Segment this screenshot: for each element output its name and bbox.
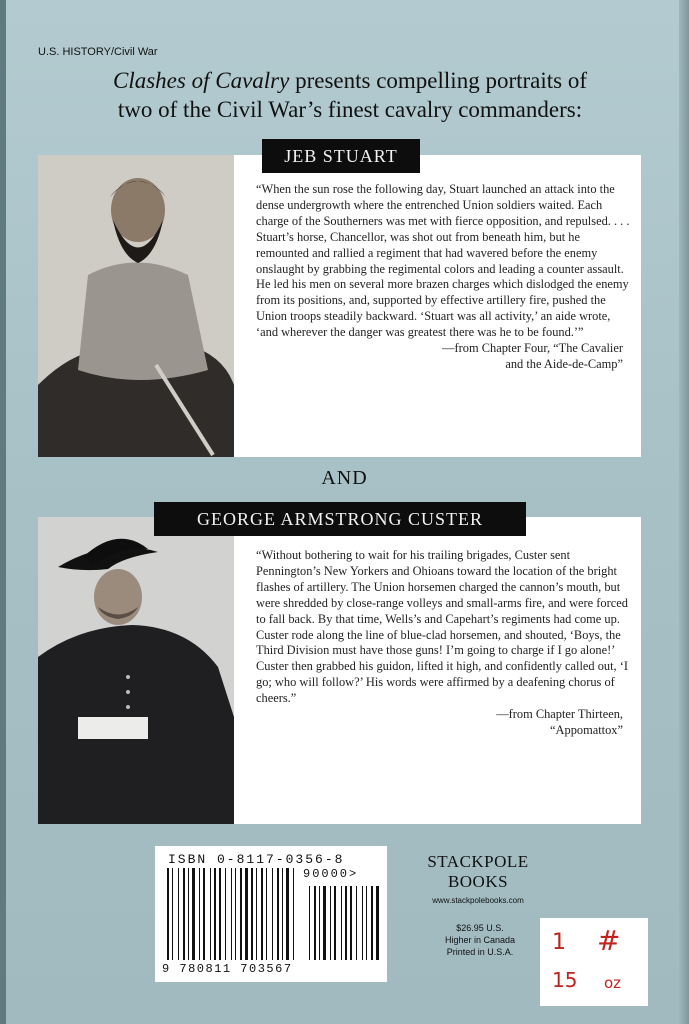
barcode-bar bbox=[225, 868, 226, 960]
barcode-bar bbox=[199, 868, 200, 960]
cover-right-edge bbox=[679, 0, 689, 1024]
cover-spine-edge bbox=[0, 0, 6, 1024]
publisher-line2: BOOKS bbox=[447, 872, 509, 891]
isbn-number: ISBN 0-8117-0356-8 bbox=[168, 852, 345, 867]
publisher-website: www.stackpolebooks.com bbox=[432, 896, 524, 905]
sticker-note-hash: # bbox=[597, 924, 621, 957]
custer-quote-text: “Without bothering to wait for his trailing brigades, Custer sent Pennington’s New Yorkers and Ohioans toward the location of the bright flashes of artillery. The Union horsemen charged the cannon’s mouth, but were shredded by close-range volleys and small-arms fire, and were forced to fall back. By that time, Wells’s and Capehart’s regiments had come up. Custer rode along the line of blue-clad horsemen, and shouted, ‘Boys, the Third Division must have those guns! I’m going to charge if I go alone!’ Custer then grabbed his guidon, lifted it high, and confidently called out, ‘I go; who will follow?’ His words were affirmed by a deafening chorus of cheers.” bbox=[256, 548, 628, 706]
price-canada: Higher in Canada bbox=[444, 935, 516, 945]
intro-blurb bbox=[60, 66, 640, 124]
intro-line2: two of the Civil War’s finest cavalry commanders: bbox=[117, 97, 583, 122]
and-divider: AND bbox=[321, 467, 368, 489]
barcode-bar bbox=[251, 868, 253, 960]
barcode-addon-bar bbox=[314, 886, 316, 960]
sticker-note-oz: oz bbox=[604, 974, 622, 992]
barcode-addon-bar bbox=[323, 886, 326, 960]
barcode-bar bbox=[214, 868, 216, 960]
barcode-addon-bar bbox=[350, 886, 352, 960]
sticker-note-1: 1 bbox=[552, 930, 566, 955]
barcode-addon-bar bbox=[345, 886, 347, 960]
barcode-bar bbox=[266, 868, 267, 960]
stuart-portrait-image bbox=[38, 155, 234, 457]
barcode-bar bbox=[261, 868, 263, 960]
barcode-bar bbox=[286, 868, 289, 960]
custer-portrait-image bbox=[38, 517, 234, 824]
barcode-addon-bar bbox=[366, 886, 367, 960]
barcode-bar bbox=[203, 868, 205, 960]
stuart-attribution-line1: —from Chapter Four, “The Cavalier bbox=[442, 341, 623, 356]
price-us: $26.95 U.S. bbox=[456, 923, 504, 933]
book-title: Clashes of Cavalry bbox=[113, 68, 290, 93]
publisher-line1: STACKPOLE bbox=[427, 852, 529, 871]
custer-attribution bbox=[256, 707, 631, 739]
barcode-bar bbox=[240, 868, 242, 960]
barcode-bar bbox=[167, 868, 169, 960]
publisher-logo bbox=[413, 852, 543, 892]
barcode-addon-bar bbox=[341, 886, 342, 960]
stuart-attribution bbox=[256, 341, 631, 373]
barcode-bar bbox=[293, 868, 294, 960]
barcode-bar bbox=[256, 868, 257, 960]
category-label: U.S. HISTORY/Civil War bbox=[38, 46, 158, 58]
price-code: 90000> bbox=[303, 867, 359, 881]
barcode-bar bbox=[245, 868, 248, 960]
stuart-attribution-line2: and the Aide-de-Camp” bbox=[505, 356, 623, 371]
barcode-bar bbox=[277, 868, 279, 960]
custer-photo bbox=[38, 517, 234, 824]
barcode-bar bbox=[178, 868, 179, 960]
barcode-bar bbox=[219, 868, 221, 960]
barcode-bar bbox=[282, 868, 283, 960]
printed-in: Printed in U.S.A. bbox=[446, 947, 514, 957]
custer-quote bbox=[256, 548, 631, 739]
ean-digits: 9 780811 703567 bbox=[162, 962, 293, 976]
barcode-addon-bar bbox=[371, 886, 373, 960]
barcode-bar bbox=[172, 868, 173, 960]
barcode-addon-bar bbox=[330, 886, 331, 960]
intro-line1-rest: presents compelling portraits of bbox=[289, 68, 587, 93]
custer-attribution-line1: —from Chapter Thirteen, bbox=[496, 707, 623, 722]
stuart-quote bbox=[256, 182, 631, 373]
sticker-note-15: 15 bbox=[552, 968, 578, 992]
stuart-quote-text: “When the sun rose the following day, Stuart launched an attack into the dense undergrowth where the entrenched Union soldiers waited. Each charge of the Southerners was met with fierce opposition, and repulsed. . . . Stuart’s horse, Chancellor, was shot out from beneath him, but he remounted and rallied a regiment that had wavered before the enemy onslaught by grabbing the regimental colors and leading a counter assault. He led his men on several more brazen charges which dislodged the enemy from its positions, and, supported by effective artillery fire, pushed the Union troops steadily backward. ‘Stuart was all activity,’ an aide wrote, ‘and wherever the danger was greatest there was he to be found.’” bbox=[256, 182, 630, 340]
barcode-addon-bar bbox=[362, 886, 363, 960]
price-block bbox=[418, 922, 542, 958]
barcode-addon-bar bbox=[334, 886, 336, 960]
barcode-addon-bar bbox=[356, 886, 357, 960]
barcode-bar bbox=[235, 868, 236, 960]
barcode-addon-bar bbox=[376, 886, 379, 960]
barcode-image bbox=[165, 868, 380, 962]
barcode-bar bbox=[272, 868, 273, 960]
barcode-bar bbox=[210, 868, 211, 960]
stuart-photo bbox=[38, 155, 234, 457]
barcode-addon-bar bbox=[309, 886, 310, 960]
barcode-bar bbox=[231, 868, 232, 960]
custer-nameplate: GEORGE ARMSTRONG CUSTER bbox=[154, 502, 526, 536]
stuart-nameplate: JEB STUART bbox=[262, 139, 420, 173]
barcode-bar bbox=[188, 868, 189, 960]
barcode-bar bbox=[183, 868, 185, 960]
barcode-bar bbox=[192, 868, 195, 960]
custer-attribution-line2: “Appomattox” bbox=[550, 722, 623, 737]
barcode-addon-bar bbox=[319, 886, 320, 960]
